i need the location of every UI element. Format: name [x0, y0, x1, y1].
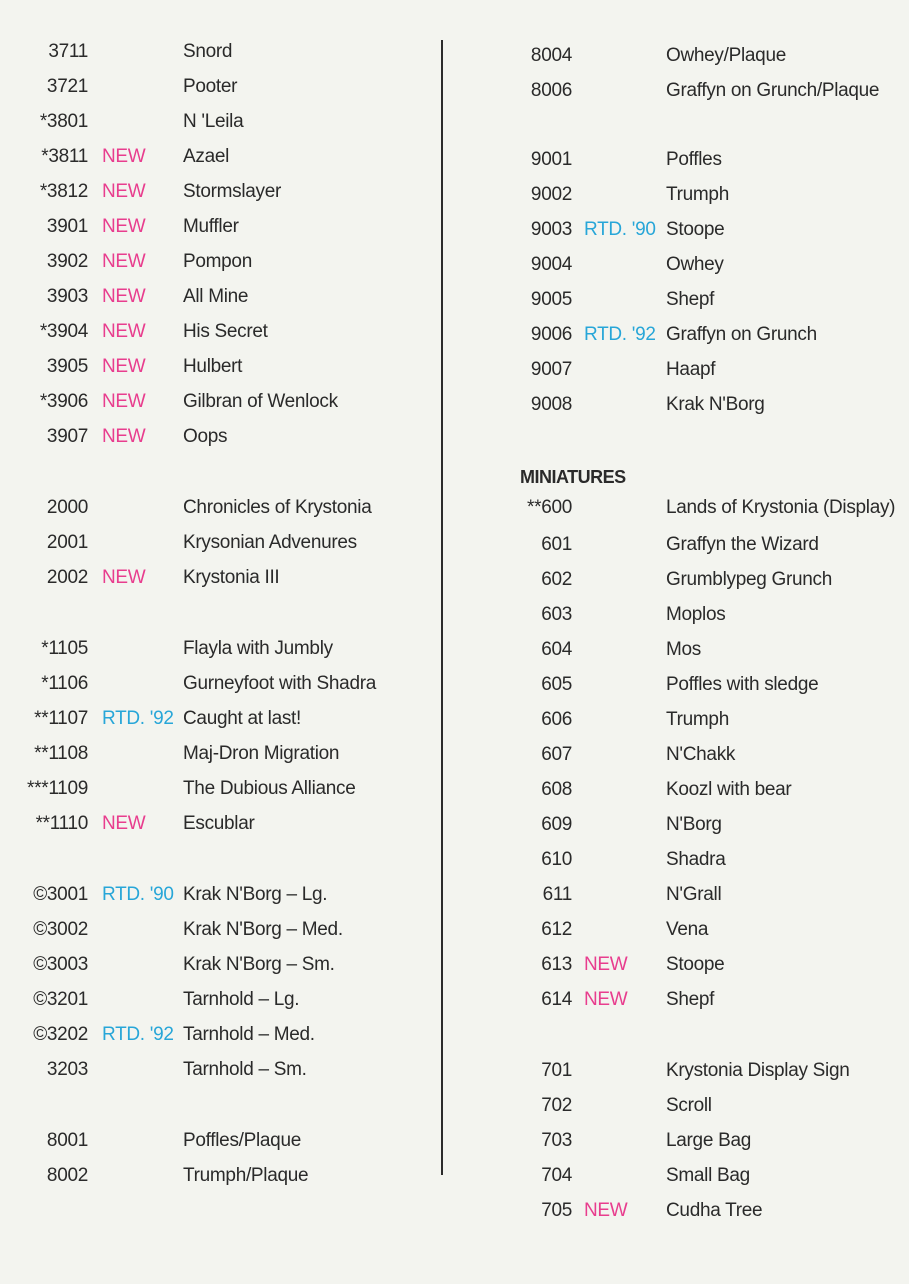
item-code: **1107: [34, 708, 88, 729]
column-divider: [441, 40, 443, 1175]
item-name: Flayla with Jumbly: [183, 638, 333, 659]
item-code: ***1109: [27, 778, 88, 799]
item-name: Graffyn the Wizard: [666, 534, 819, 555]
item-name: Graffyn on Grunch: [666, 324, 817, 345]
new-badge: NEW: [102, 567, 146, 588]
item-code: **1108: [34, 743, 88, 764]
item-code: 9007: [530, 359, 572, 380]
item-name: Lands of Krystonia (Display): [666, 497, 896, 518]
item-name: Haapf: [666, 359, 716, 380]
item-code: 9008: [530, 394, 572, 415]
new-badge: NEW: [102, 181, 146, 202]
item-name: Trumph: [666, 709, 729, 730]
item-code: 9002: [530, 184, 572, 205]
item-code: 702: [541, 1095, 572, 1116]
new-badge: NEW: [102, 356, 146, 377]
item-name: Tarnhold – Med.: [183, 1024, 315, 1045]
new-badge: NEW: [102, 426, 146, 447]
item-name: Moplos: [666, 604, 726, 625]
item-code: 9006: [530, 324, 572, 345]
item-code: ©3001: [33, 884, 88, 905]
item-code: 3203: [46, 1059, 88, 1080]
item-code: 8004: [530, 45, 572, 66]
item-code: 3907: [46, 426, 88, 447]
item-name: Hulbert: [183, 356, 243, 377]
new-badge: NEW: [102, 391, 146, 412]
item-code: *3812: [39, 181, 88, 202]
item-code: 3905: [46, 356, 88, 377]
item-name: Maj-Dron Migration: [183, 743, 340, 764]
item-name: Koozl with bear: [666, 779, 792, 800]
item-code: 3901: [46, 216, 88, 237]
item-name: Snord: [183, 41, 233, 62]
item-name: Chronicles of Krystonia: [183, 497, 372, 518]
item-code: ©3003: [33, 954, 88, 975]
item-name: Stormslayer: [183, 181, 282, 202]
retired-badge: RTD. '92: [584, 324, 656, 345]
item-code: 2001: [46, 532, 88, 553]
item-code: *3904: [39, 321, 88, 342]
new-badge: NEW: [584, 1200, 628, 1221]
item-code: 705: [541, 1200, 572, 1221]
item-name: His Secret: [183, 321, 268, 342]
item-name: Shadra: [666, 849, 726, 870]
item-code: 2000: [46, 497, 88, 518]
item-name: N'Borg: [666, 814, 722, 835]
item-name: Owhey/Plaque: [666, 45, 786, 66]
item-name: Azael: [183, 146, 230, 167]
item-code: 601: [541, 534, 572, 555]
item-code: 9001: [530, 149, 572, 170]
item-code: **1110: [35, 813, 88, 834]
item-code: 3902: [46, 251, 88, 272]
item-code: 613: [541, 954, 572, 975]
item-code: 610: [541, 849, 572, 870]
item-code: 8001: [46, 1130, 88, 1151]
item-name: N'Grall: [666, 884, 722, 905]
retired-badge: RTD. '92: [102, 708, 174, 729]
item-name: Shepf: [666, 989, 715, 1010]
item-name: Pompon: [183, 251, 252, 272]
new-badge: NEW: [102, 286, 146, 307]
item-code: 8006: [530, 80, 572, 101]
item-name: Krak N'Borg – Sm.: [183, 954, 335, 975]
item-code: 612: [541, 919, 572, 940]
item-code: 611: [542, 884, 572, 905]
item-code: 603: [541, 604, 572, 625]
item-name: Stoope: [666, 954, 725, 975]
item-code: 3903: [46, 286, 88, 307]
new-badge: NEW: [102, 813, 146, 834]
item-name: Stoope: [666, 219, 725, 240]
item-code: 9004: [530, 254, 572, 275]
item-name: Graffyn on Grunch/Plaque: [666, 80, 880, 101]
item-name: Muffler: [183, 216, 239, 237]
item-name: Tarnhold – Sm.: [183, 1059, 307, 1080]
item-name: Trumph: [666, 184, 729, 205]
item-code: ©3202: [33, 1024, 88, 1045]
item-code: 604: [541, 639, 572, 660]
item-name: Poffles/Plaque: [183, 1130, 301, 1151]
item-name: Trumph/Plaque: [183, 1165, 309, 1186]
item-code: ©3002: [33, 919, 88, 940]
item-name: Gurneyfoot with Shadra: [183, 673, 377, 694]
new-badge: NEW: [102, 216, 146, 237]
item-name: Krak N'Borg – Med.: [183, 919, 343, 940]
new-badge: NEW: [102, 146, 146, 167]
item-code: 614: [541, 989, 572, 1010]
item-code: 607: [541, 744, 572, 765]
item-code: *3811: [41, 146, 88, 167]
item-code: **600: [527, 497, 572, 518]
item-code: *3906: [39, 391, 88, 412]
item-code: *3801: [39, 111, 88, 132]
item-name: Vena: [666, 919, 709, 940]
item-code: *1105: [41, 638, 88, 659]
item-code: 608: [541, 779, 572, 800]
item-name: Shepf: [666, 289, 715, 310]
new-badge: NEW: [584, 954, 628, 975]
retired-badge: RTD. '92: [102, 1024, 174, 1045]
item-code: 9003: [530, 219, 572, 240]
section-heading-miniatures: MINIATURES: [520, 467, 626, 487]
item-name: Krysonian Advenures: [183, 532, 357, 553]
item-name: Scroll: [666, 1095, 712, 1116]
item-name: N 'Leila: [183, 111, 244, 132]
new-badge: NEW: [102, 251, 146, 272]
retired-badge: RTD. '90: [102, 884, 174, 905]
item-name: Mos: [666, 639, 701, 660]
item-code: 704: [541, 1165, 572, 1186]
item-name: Oops: [183, 426, 228, 447]
item-name: All Mine: [183, 286, 249, 307]
item-code: 609: [541, 814, 572, 835]
item-name: Pooter: [183, 76, 238, 97]
item-code: 8002: [46, 1165, 88, 1186]
item-name: Krak N'Borg: [666, 394, 765, 415]
item-name: Caught at last!: [183, 708, 302, 729]
item-name: Poffles: [666, 149, 722, 170]
new-badge: NEW: [102, 321, 146, 342]
item-code: 3721: [46, 76, 88, 97]
item-name: Krak N'Borg – Lg.: [183, 884, 328, 905]
item-name: Cudha Tree: [666, 1200, 763, 1221]
item-code: *1106: [41, 673, 88, 694]
item-name: Grumblypeg Grunch: [666, 569, 832, 590]
item-name: Large Bag: [666, 1130, 751, 1151]
item-code: 3711: [48, 41, 88, 62]
item-name: Small Bag: [666, 1165, 750, 1186]
item-code: 2002: [46, 567, 88, 588]
item-name: Escublar: [183, 813, 255, 834]
item-code: 605: [541, 674, 572, 695]
item-name: Krystonia III: [183, 567, 280, 588]
item-name: Tarnhold – Lg.: [183, 989, 300, 1010]
item-code: 703: [541, 1130, 572, 1151]
item-name: Gilbran of Wenlock: [183, 391, 338, 412]
item-name: The Dubious Alliance: [183, 778, 356, 799]
item-code: 701: [541, 1060, 572, 1081]
item-code: 606: [541, 709, 572, 730]
item-name: Owhey: [666, 254, 724, 275]
item-name: N'Chakk: [666, 744, 736, 765]
item-code: ©3201: [33, 989, 88, 1010]
item-code: 9005: [530, 289, 572, 310]
item-code: 602: [541, 569, 572, 590]
retired-badge: RTD. '90: [584, 219, 656, 240]
new-badge: NEW: [584, 989, 628, 1010]
item-name: Poffles with sledge: [666, 674, 819, 695]
item-name: Krystonia Display Sign: [666, 1060, 850, 1081]
